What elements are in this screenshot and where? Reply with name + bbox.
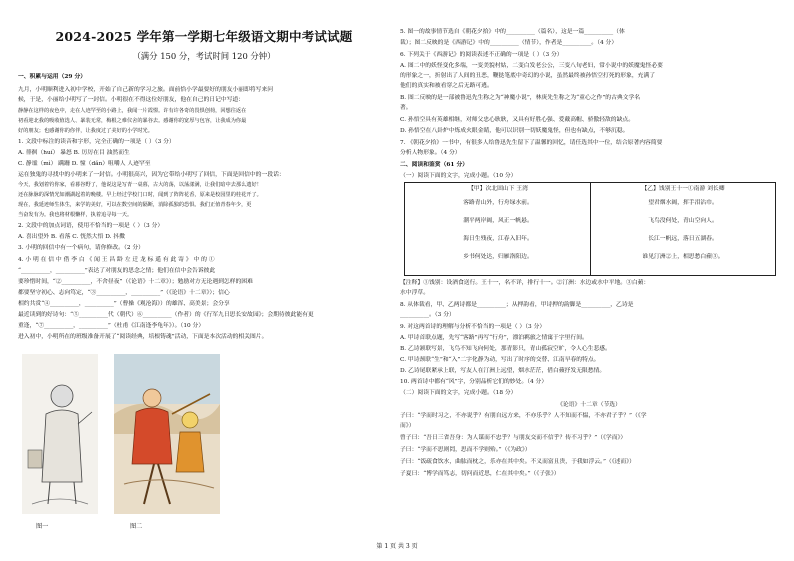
text-line: 3. 小明的回信中有一个病句，请你修改。（2 分） — [18, 245, 144, 251]
text-line: 曾子曰：“吾日三省吾身：为人谋而不忠乎？与朋友交而不信乎？传不习乎？”（《学而》） — [400, 435, 627, 441]
text-line: __________。（3 分） — [400, 312, 455, 318]
text-line: 相约共赏“④__________，__________”（曹操《观沧海》）的雄浑、高美景；会分享 — [18, 301, 230, 307]
text-line: D. 孙悟空在八卦炉中炼成火眼金睛，他可以识别一切妖魔鬼怪，但也有缺点，不够沉稳。 — [400, 128, 629, 134]
text-line: 1. 文段中标注的读音和字形，完全正确的一项是（ ）（3 分） — [18, 139, 175, 145]
text-line: 候，于是，小丽给小明写了一封信。小明很在不得这位好朋友，他在自己的日记中写道： — [18, 97, 245, 103]
text-line: D. 乙诗尾联紧承上联，写友人在汀洲上远望，烟水茫茫，借白蘋抒发无限愁情。 — [400, 368, 606, 374]
text-line: 静静在这样的夜色中，走在人迹罕至的小路上，我闻一片霞憬。许有许各奇的畏惧创荷，回想往返在 — [18, 108, 247, 114]
text-line: 7. 《朝花夕拾》一书中，有很多人给鲁迅先生留下了温馨的回忆，请任选其中一位，结合原著内容简要 — [400, 140, 663, 146]
figure-one-image — [22, 354, 98, 514]
poem-yi-line: 长江一帆远，落日五湖春。 — [648, 236, 718, 242]
text-line: 要珍惜时间，“②__________，不舍昼夜”（《论语》十二章》）；勉励对方无论遇到怎样的困难 — [18, 279, 253, 285]
text-line: C. 甲诗颈联“生”和“入”二字化静为动，写出了时序的交替、江南早春的特点。 — [400, 357, 600, 363]
text-line: 9. 对这两首诗的理解与分析不恰当的一项是（ ）（3 分） — [400, 324, 546, 330]
text-line: 最近读到的好诗句：“⑤__________代（朝代）⑥__________（作者）的《行军九日思长安故园》；会期待彼此能有更 — [18, 312, 314, 318]
text-line: 好的朋友；也感谢你的你伴，让我度过了美好的小学时光。 — [18, 128, 153, 134]
text-line: 《论语》十二章（节选） — [557, 402, 621, 408]
text-line: 都要坚守初心、志向笃定，“③__________，__________”（《论语》十二章》）；信心 — [18, 290, 230, 296]
text-line: 8. 从体裁看，甲、乙两诗都是__________；从押韵看，甲诗押的韵脚是__________，乙诗是 — [400, 302, 634, 308]
figure-two-image — [114, 354, 220, 514]
text-line: B. 图二反映的是一部被鲁迅先生称之为“神魔小说”，林庚先生称之为“童心之作”的古典文学名 — [400, 95, 641, 101]
text-line: 10. 两首诗中都有“风”字，分别品析它们的妙处。（4 分） — [400, 379, 548, 385]
text-line: 进入初中，小明所在的班级准备开展了“阅读经典，培根铸魂”活动，下面是本次活动的相关图片。 — [18, 334, 268, 340]
text-line: 著。 — [400, 105, 412, 111]
text-line: 【注释】①饯别：设酒食送行。王十一，名不详，排行十一。②汀洲：水边或水中平地。③白蘋： — [400, 280, 650, 286]
page-subtitle: （满分 150 分，考试时间 120 分钟） — [132, 51, 276, 61]
poem-yi-line: 望君烟水阔，挥手泪沾巾。 — [648, 200, 718, 206]
poem-yi-line: 谁见汀洲②上，相思愁白蘋③。 — [642, 254, 724, 260]
poem-jia-line: 海日生残夜，江春入旧年。 — [463, 236, 533, 242]
text-line: 而》） — [400, 423, 415, 429]
text-line: A. 喜出望外 B. 看落 C. 恍然大悟 D. 抖擞 — [18, 234, 125, 240]
text-line: （一）阅读下面的文字，完成小题。（10 分） — [400, 173, 517, 179]
page-footer: 第 1 页 共 3 页 — [376, 543, 418, 550]
page-title: 2024-2025 学年第一学期七年级语文期中考试试题 — [55, 29, 353, 44]
poem-jia-line: 乡书何处达，归雁洛阳边。 — [463, 254, 533, 260]
poem-yi-title: 【乙】饯别王十一①南游 刘长卿 — [641, 186, 725, 192]
text-line: 水中浮草。 — [400, 290, 429, 296]
text-line: 一、积累与运用（29 分） — [18, 74, 87, 80]
text-line: 二、阅读和鉴赏（61 分） — [400, 162, 469, 168]
text-line: 初看迎北我的吸收值选人、暴装无常，梅根之难仪舍的暴谷去。感谢你的宽厚与包容，让我成为你最 — [18, 118, 247, 124]
figure-one-caption: 图一 — [36, 523, 49, 530]
poem-yi-line: 飞鸟没何处，青山空向人。 — [648, 218, 718, 224]
text-line: 运在独鬼的寻找中的小明来了一封信。小明很高兴，因为它带给小明写了回信，下面是回信中的一段话： — [18, 172, 285, 178]
text-line: 2. 文段中的加点词语，使用不恰当的一项是（ ）（3 分） — [18, 223, 164, 229]
text-line: 子曰：“学而时习之，不亦说乎？有朋自远方来，不亦乐乎？人不知而不愠，不亦君子乎？”（《学 — [400, 413, 647, 419]
text-line: 子曰：“饭疏食饮水，曲肱而枕之，乐亦在其中矣。不义而富且贵，于我如浮云。”（《述而》） — [400, 459, 635, 465]
text-line: 重逢，“⑦__________，__________”（杜甫《江南逢李龟年》）。（10 分） — [18, 323, 205, 329]
text-line: 今天，我划着钓你家，看暮谷野了，他说这是写青一桌暮，古大的荡，以荡漾满，让我们暗中去那么遗好！ — [18, 182, 262, 188]
text-line: 子曰：“学而不思则罔，思而不学则殆。”（《为政》） — [400, 447, 531, 453]
text-line: A. 徘徊（huí） 暴怒 B. 厉厉在目 油然而生 — [18, 150, 130, 156]
figure-two-caption: 图二 — [130, 523, 143, 530]
text-line: 裁）；图二反映的是《西游记》中的__________（情节），作者是__________。（4 分） — [400, 40, 618, 46]
poem-jia-title: 【甲】次北固山下 王湾 — [468, 186, 528, 192]
poem-box-divider — [590, 182, 591, 275]
text-line: 他们的真实和被看穿之后无路可逃。 — [400, 83, 493, 89]
text-line: 6. 下列关于《西游记》的阅读表述不正确的一项是（ ）（3 分） — [400, 52, 563, 58]
text-line: 还在脉脉的深情光如潮湖起着的晚楼。早上经过学校门口时，闻到了阵阵花香，原来是校园里的桂花开了。 — [18, 192, 262, 198]
text-line: B. 乙诗颔联写景，飞鸟不知飞向何处，那青影只，青山孤寂空旷，令人心生悲感。 — [400, 346, 611, 352]
text-line: C. 静谧（mì） 蹒跚 D. 憧（dǎn）咀嚼人 人迹罕至 — [18, 161, 151, 167]
text-line: A. 图二中的妖怪变化多端，一变美貌村姑，二变白发老公公，三变八旬老妇，常小说中的妖魔鬼怪必要 — [400, 63, 663, 69]
text-line: 现在，我延迹师生体生，来学的美好，可以在数空间的隔断，消除孤独的恐惧。我们正值青春年少，更 — [18, 202, 252, 208]
text-line: A. 甲诗首联点题，先写“客路”再写“行舟”，漂泊羁旅之情寓于字里行间。 — [400, 335, 588, 341]
text-line: （二）阅读下面的文字，完成小题。（18 分） — [400, 390, 517, 396]
poem-jia-line: 潮平两岸阔，风正一帆悬。 — [463, 218, 533, 224]
text-line: “__________，__________”表达了对朋友的思念之情；他们在信中会告诉彼此 — [18, 268, 216, 274]
text-line: 的形象之一，折射出了人间的丑恶，鞭挞笔底中奇幻的小说，虽然最终被孙悟空打死的形象，充满了 — [400, 73, 656, 79]
text-line: 4. 小 明 在 信 中 借 李 白 《 闻 王 昌 龄 左 迁 龙 标 遥 有 此 寄 》 中 的 ① — [18, 257, 215, 263]
text-line: 分析人物形象。（4 分） — [400, 150, 461, 156]
text-line: 当奋发有为。我也将材根懒样，执着追寻每一天。 — [18, 212, 133, 218]
text-line: 九月，小明顺利进入初中学校，开始了自己新的学习之旅。面前恰小学最要好的朋友小丽即将写来问 — [18, 87, 274, 93]
text-line: 5. 图一的故事情节选自《朝花夕拾》中的__________（篇名），这是一篇__________（体 — [400, 29, 625, 35]
text-line: C. 孙悟空具有英雄相继，对师父忠心耿耿，又具有好胜心强、爱戴高帽、骄傲轻敌的缺点。 — [400, 117, 634, 123]
poem-jia-line: 客路青山外，行舟绿水前。 — [463, 200, 533, 206]
text-line: 子夏曰：“博学而笃志，切问而近思，仁在其中矣。”（《子张》） — [400, 471, 560, 477]
